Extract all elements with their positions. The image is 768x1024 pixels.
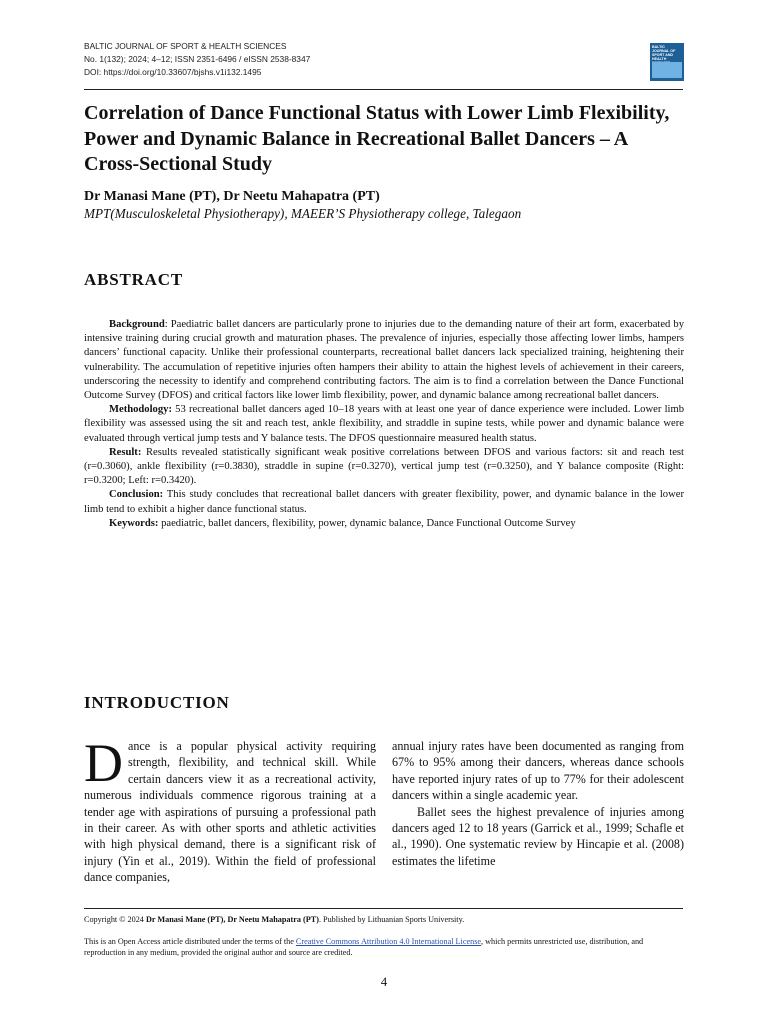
copyright-suffix: . Published by Lithuanian Sports University. bbox=[318, 915, 465, 924]
abstract-keywords bbox=[84, 517, 684, 531]
methodology-label: Methodology: bbox=[109, 404, 172, 416]
journal-name: BALTIC JOURNAL OF SPORT & HEALTH SCIENCES bbox=[84, 41, 287, 51]
abstract-body bbox=[84, 318, 684, 531]
result-text: Results revealed statistically significant weak positive correlations between DFOS and various factors: sit and reach test (r=0.3060), ankle flexibility (r=0.3830), straddle in supine (r=0.3270), vertical jump test (r=0.3250), and Y balance composite (Right: r=0.3200; Left: r=0.3420). bbox=[84, 446, 684, 487]
copyright-authors: Dr Manasi Mane (PT), Dr Neetu Mahapatra (PT) bbox=[145, 915, 319, 924]
intro-paragraph-1 bbox=[84, 733, 376, 886]
license-suffix: , which permits unrestricted use, distribution, and reproduction in any medium, provided the original author and source are credited. bbox=[84, 937, 644, 957]
license-link[interactable]: Creative Commons Attribution 4.0 International License bbox=[295, 937, 482, 946]
intro-right-paragraph-1: annual injury rates have been documented as ranging from 67% to 95% among their dancers, whereas dance schools have reported injury rates of up to 77% for their adolescent dancers within a single academic year. bbox=[392, 739, 684, 803]
page-number: 4 bbox=[380, 975, 388, 989]
journal-header bbox=[84, 40, 604, 79]
article-authors: Dr Manasi Mane (PT), Dr Neetu Mahapatra (PT) bbox=[84, 189, 380, 204]
license-statement bbox=[84, 936, 684, 958]
background-text: : Paediatric ballet dancers are particularly prone to injuries due to the demanding nature of their art form, exacerbated by intensive training during crucial growth and maturation phases. The prevalence of injuries, especially those affecting lower limbs, hampers dancers’ functional capacity. Unlike their professional counterparts, recreational ballet dancers lack specialized training, heightening their vulnerability. The accumulation of repetitive injuries often hampers their ability to attain the highest levels of achievement in their careers, underscoring the necessity to identify and comprehend contributing factors. The aim is to find a correlation between the Dance Functional Outcome Survey (DFOS) and critical factors like lower limb flexibility, power, and dynamic balance among recreational ballet dancers. bbox=[84, 319, 684, 402]
methodology-text: 53 recreational ballet dancers aged 10–18 years with at least one year of dance experience were included. Lower limb flexibility was assessed using the sit and reach test, ankle flexibility, and straddle in supine tests, while power and dynamic balance were evaluated through vertical jump tests and Y balance tests. The DFOS questionnaire measured health status. bbox=[84, 404, 684, 444]
article-title: Correlation of Dance Functional Status with Lower Limb Flexibility, Power and Dynamic Balance in Recreational Ballet Dancers – A Cross-Sectional Study bbox=[84, 102, 670, 175]
intro-column-right bbox=[392, 738, 684, 869]
conclusion-text: This study concludes that recreational ballet dancers with greater flexibility, power, and dynamic balance in the lower limb tend to exhibit a higher dance functional status. bbox=[84, 489, 684, 515]
copyright-prefix: Copyright © 2024 bbox=[84, 915, 146, 924]
result-label: Result: bbox=[109, 446, 142, 458]
journal-logo bbox=[650, 43, 684, 81]
copyright-line bbox=[84, 914, 684, 925]
background-label: Background bbox=[109, 319, 165, 330]
license-prefix: This is an Open Access article distributed under the terms of the bbox=[84, 937, 296, 946]
journal-logo-band bbox=[652, 62, 682, 78]
journal-logo-text: BALTIC JOURNAL OF SPORT AND HEALTH bbox=[652, 45, 676, 61]
footer-rule bbox=[84, 908, 683, 909]
conclusion-label: Conclusion: bbox=[109, 489, 164, 501]
header-rule bbox=[84, 89, 683, 90]
intro-column-left bbox=[84, 733, 376, 886]
keywords-text: paediatric, ballet dancers, flexibility, power, dynamic balance, Dance Functional Outcome Survey bbox=[158, 517, 576, 529]
intro-left-text: ance is a popular physical activity requiring strength, flexibility, and technical skill. While certain dancers view it as a recreational activity, numerous individuals commence rigorous training at a tender age with aspirations of pursuing a professional path in their career. As with other sports and athletic activities with high physical demand, there is a significant risk of injury (Yin et al., 2019). Within the field of professional dance companies, bbox=[84, 739, 376, 885]
keywords-label: Keywords: bbox=[109, 517, 159, 529]
journal-issue: No. 1(132); 2024; 4–12; ISSN 2351-6496 / eISSN 2538-8347 bbox=[84, 54, 311, 64]
intro-right-paragraph-2: Ballet sees the highest prevalence of injuries among dancers aged 12 to 18 years (Garrick et al., 1999; Schafle et al., 1990). One systematic review by Hincapie et al. (2008) estimates the lifetime bbox=[392, 804, 684, 868]
drop-cap: D bbox=[84, 733, 123, 793]
abstract-conclusion bbox=[84, 488, 684, 516]
abstract-heading: ABSTRACT bbox=[84, 270, 183, 289]
article-affiliation: MPT(Musculoskeletal Physiotherapy), MAEER’S Physiotherapy college, Talegaon bbox=[84, 206, 522, 221]
abstract-background bbox=[84, 318, 684, 403]
journal-doi: DOI: https://doi.org/10.33607/bjshs.v1i132.1495 bbox=[84, 67, 262, 77]
introduction-heading: INTRODUCTION bbox=[84, 693, 230, 712]
abstract-methodology bbox=[84, 403, 684, 446]
abstract-result bbox=[84, 446, 684, 489]
